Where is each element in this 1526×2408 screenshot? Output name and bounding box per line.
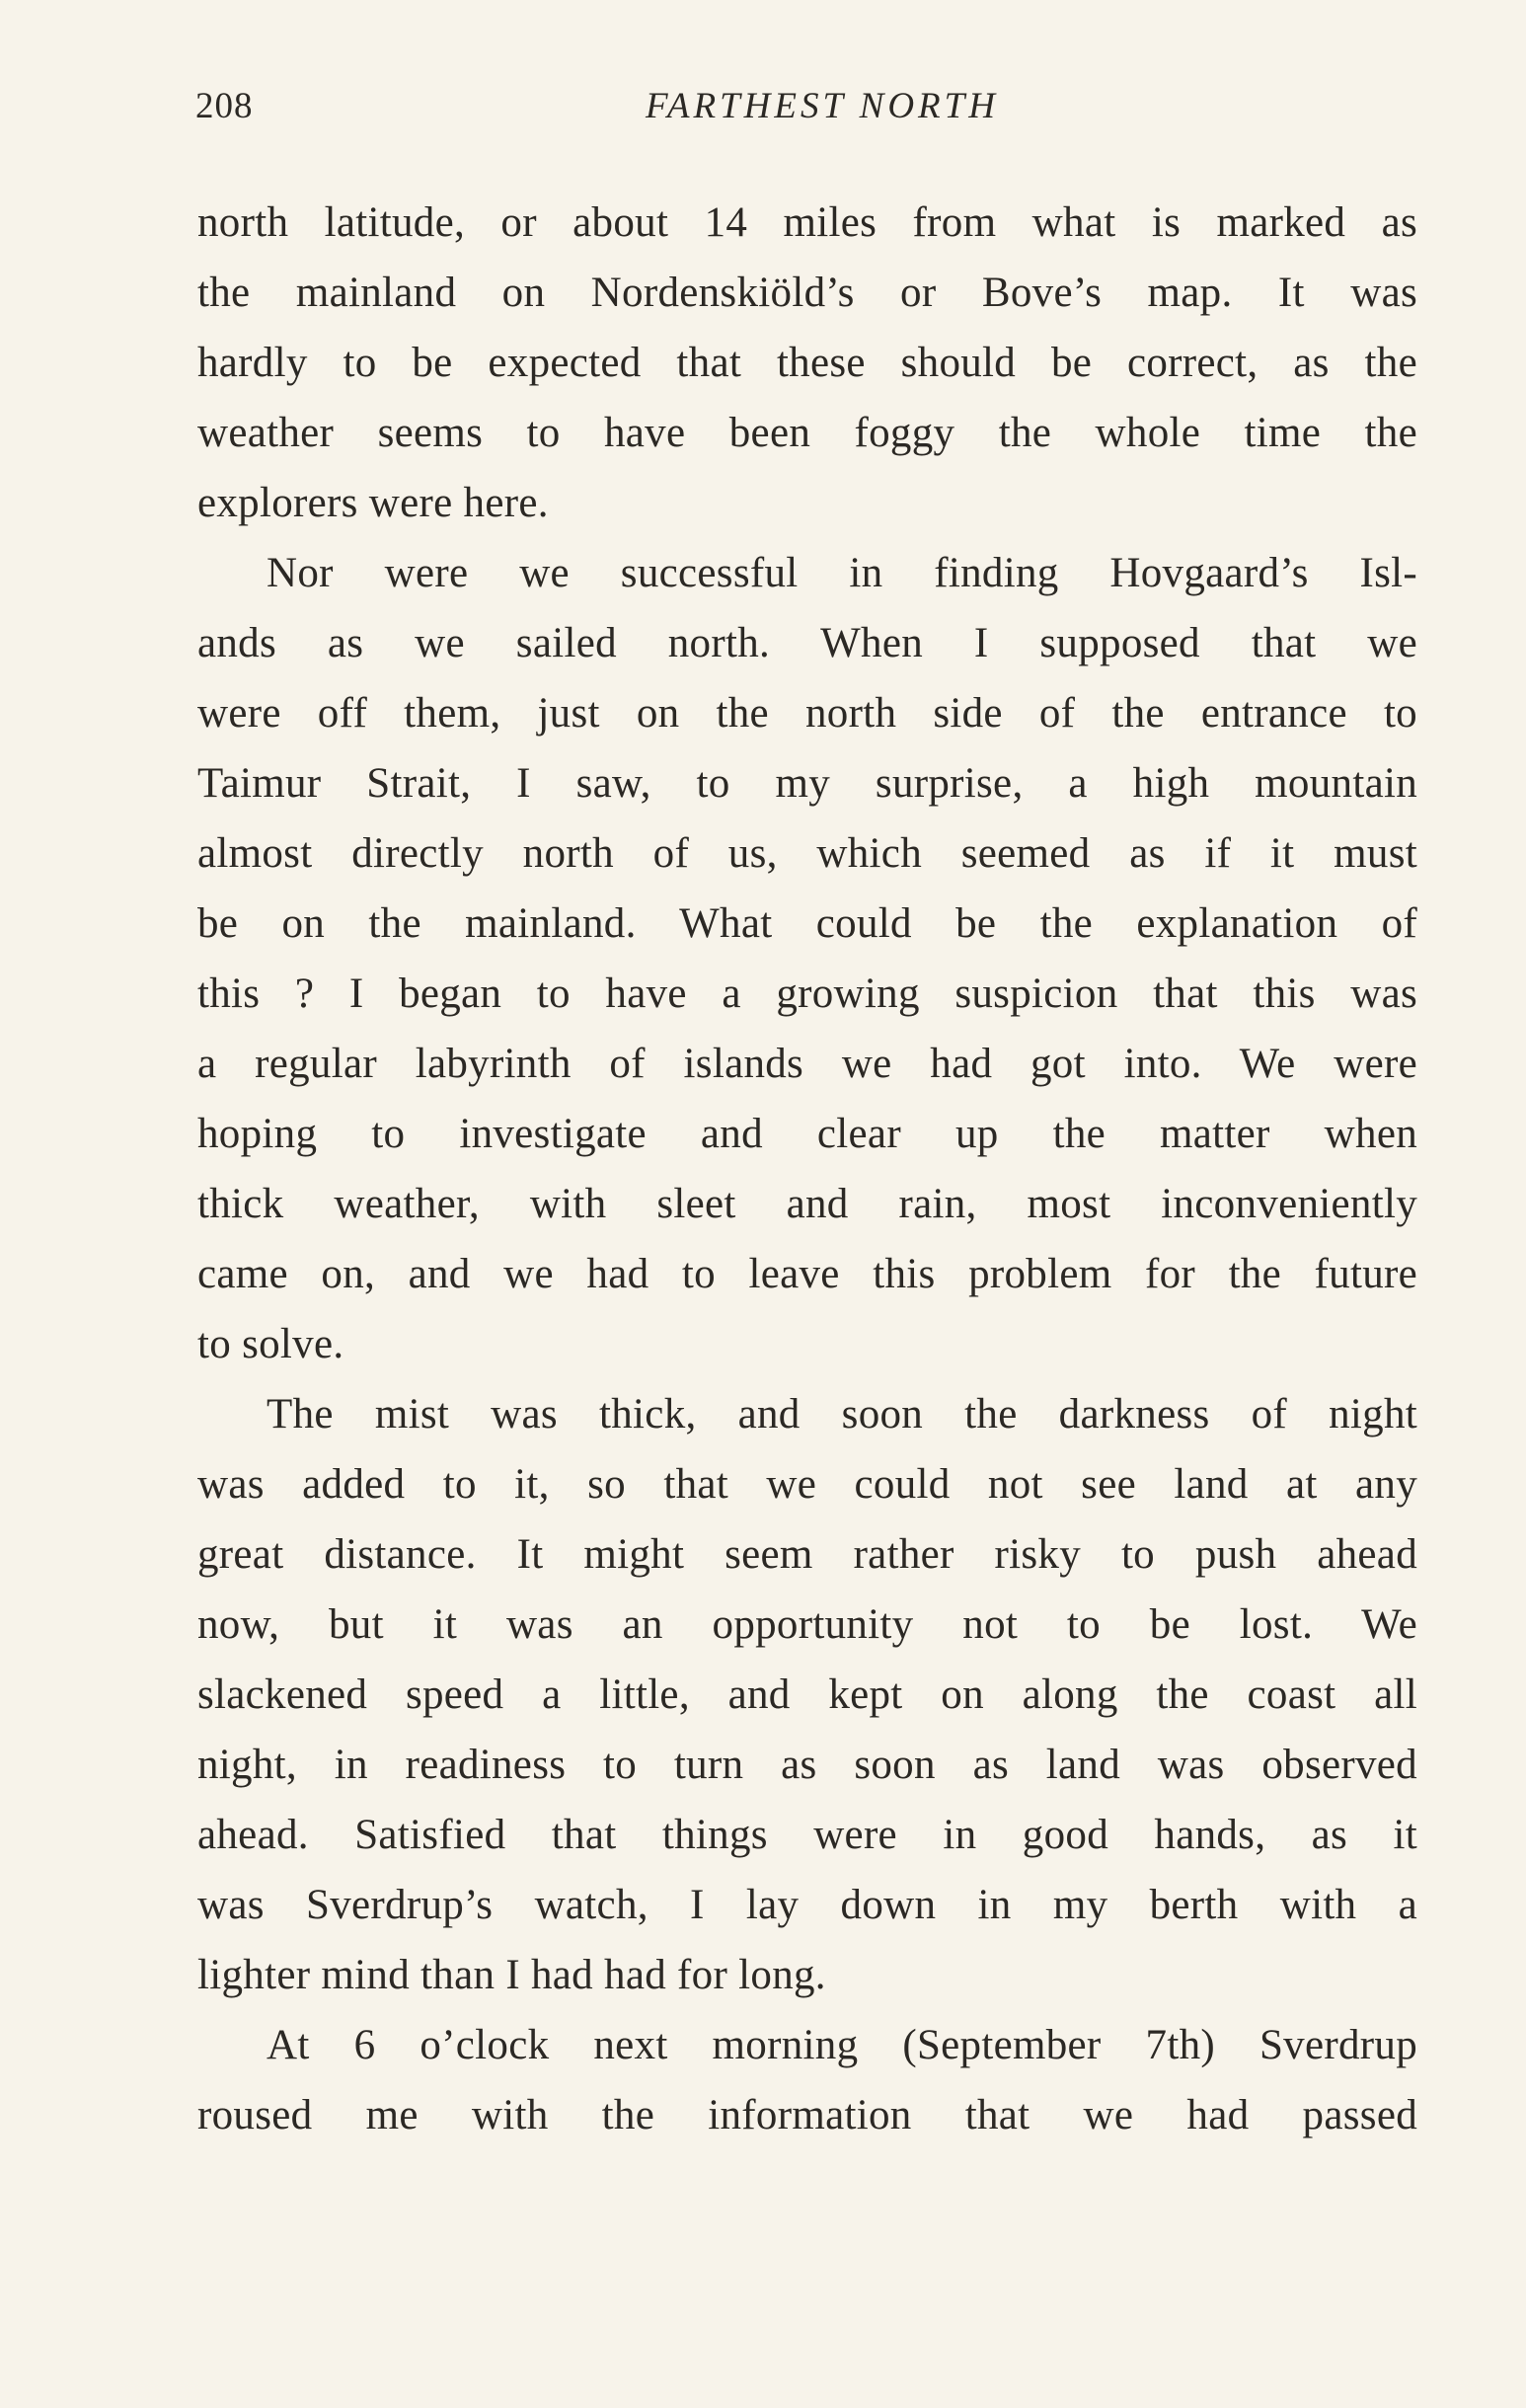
- running-title: FARTHEST NORTH: [646, 86, 999, 126]
- text-line: north latitude, or about 14 miles from what is marked as: [197, 199, 1417, 246]
- text-line: Taimur Strait, I saw, to my surprise, a high mountain: [197, 760, 1417, 807]
- text-line: At 6 o’clock next morning (September 7th) Sverdrup: [267, 2022, 1417, 2068]
- text-line: was added to it, so that we could not see land at any: [197, 1461, 1417, 1508]
- text-line: ands as we sailed north. When I supposed that we: [197, 620, 1417, 666]
- body-text: [197, 188, 1417, 2150]
- text-line: ahead. Satisfied that things were in good hands, as it: [197, 1812, 1417, 1858]
- text-line: roused me with the information that we had passed: [197, 2092, 1417, 2138]
- text-line: weather seems to have been foggy the whole time the: [197, 410, 1417, 456]
- text-line: now, but it was an opportunity not to be lost. We: [197, 1601, 1417, 1648]
- text-line: were off them, just on the north side of the entrance to: [197, 690, 1417, 737]
- text-line: this ? I began to have a growing suspicion that this was: [197, 971, 1417, 1017]
- text-line: great distance. It might seem rather risky to push ahead: [197, 1531, 1417, 1578]
- text-line: the mainland on Nordenskiöld’s or Bove’s map. It was: [197, 270, 1417, 316]
- text-line: hoping to investigate and clear up the matter when: [197, 1111, 1417, 1157]
- text-line: almost directly north of us, which seemed as if it must: [197, 830, 1417, 877]
- text-line: was Sverdrup’s watch, I lay down in my berth with a: [197, 1882, 1417, 1928]
- text-line: hardly to be expected that these should be correct, as the: [197, 340, 1417, 386]
- text-line: came on, and we had to leave this problem for the future: [197, 1251, 1417, 1297]
- text-line: thick weather, with sleet and rain, most inconveniently: [197, 1181, 1417, 1227]
- page-number: 208: [195, 86, 254, 126]
- text-line: Nor were we successful in finding Hovgaard’s Isl-: [267, 550, 1417, 596]
- text-line: night, in readiness to turn as soon as land was observed: [197, 1742, 1417, 1788]
- text-line: The mist was thick, and soon the darkness of night: [267, 1391, 1417, 1437]
- text-line: a regular labyrinth of islands we had got into. We were: [197, 1041, 1417, 1087]
- text-line: to solve.: [197, 1321, 344, 1367]
- text-line: slackened speed a little, and kept on along the coast all: [197, 1671, 1417, 1718]
- running-head: [195, 77, 1419, 136]
- text-line: explorers were here.: [197, 480, 549, 526]
- text-line: lighter mind than I had had for long.: [197, 1952, 826, 1998]
- text-line: be on the mainland. What could be the explanation of: [197, 900, 1417, 947]
